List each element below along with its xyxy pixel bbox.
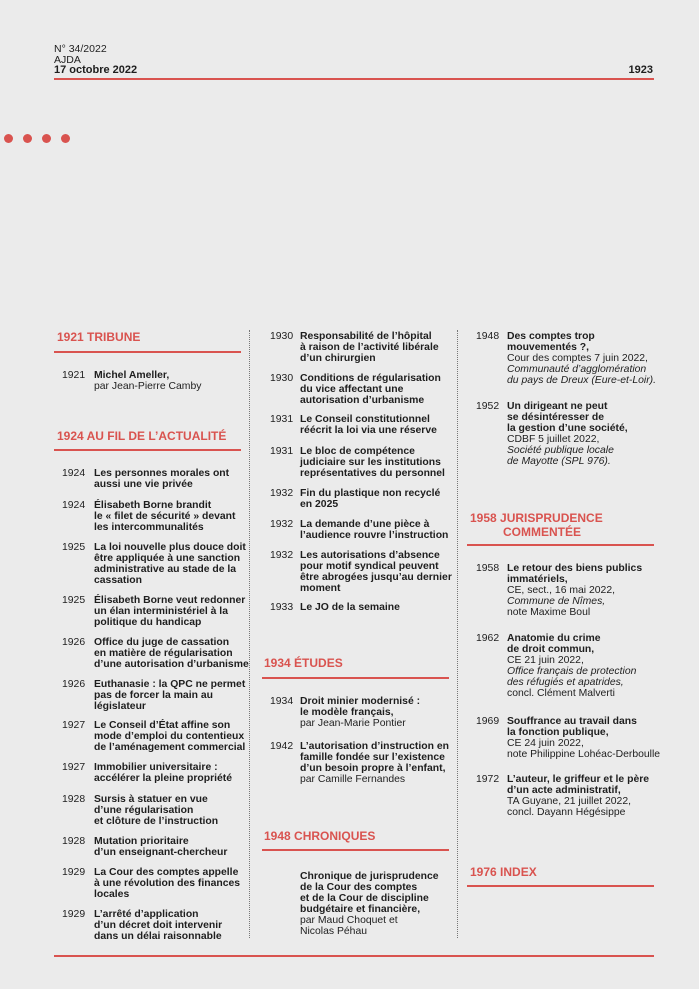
section-title-line: COMMENTÉE (503, 525, 581, 539)
entry-title-line: Le JO de la semaine (300, 602, 400, 613)
entry-title-line: mode d’emploi du contentieux (94, 731, 245, 742)
entry-page-number: 1969 (476, 716, 500, 727)
section-title-actualite: 1924 AU FIL DE L’ACTUALITÉ (57, 429, 227, 443)
entry-page-number: 1933 (270, 602, 294, 613)
entry-page-number: 1925 (62, 542, 86, 553)
entry-title-line: L’auteur, le griffeur et le père (507, 774, 650, 785)
entry-detail-line: TA Guyane, 21 juillet 2022, (507, 796, 631, 807)
issue-date: 17 octobre 2022 (54, 64, 138, 76)
entry-title-line: du vice affectant une (300, 384, 404, 395)
entry-page-number: 1921 (62, 370, 86, 381)
entry-title-line: représentatives du personnel (300, 468, 445, 479)
entry-title-line: un élan interministériel à la (94, 606, 228, 617)
header-rule (54, 78, 654, 80)
entry-detail-line: de Mayotte (SPL 976). (507, 456, 611, 467)
page-number: 1923 (628, 64, 653, 76)
entry-title-line: être abrogées jusqu’au dernier (300, 572, 452, 583)
entry-title-line: Responsabilité de l’hôpital (300, 331, 432, 342)
section-rule (467, 885, 654, 887)
entry-page-number: 1932 (270, 519, 294, 530)
entry-page-number: 1962 (476, 633, 500, 644)
entry-title-line: d’un chirurgien (300, 353, 376, 364)
entry-title-line: judiciaire sur les institutions (300, 457, 441, 468)
entry-title-line: réécrit la loi via une réserve (300, 425, 437, 436)
entry-page-number: 1929 (62, 909, 86, 920)
entry-title-line: autorisation d’urbanisme (300, 395, 425, 406)
entry-title-line: d’un acte administratif, (507, 785, 621, 796)
entry-title-line: Souffrance au travail dans (507, 716, 637, 727)
entry-title-line: de l’aménagement commercial (94, 742, 246, 753)
entry-detail-line: Nicolas Péhau (300, 926, 368, 937)
entry-title-line: mouvementés ?, (507, 342, 589, 353)
entry-title-line: Sursis à statuer en vue (94, 794, 208, 805)
entry-page-number: 1958 (476, 563, 500, 574)
section-title-jurisprudence (470, 511, 603, 539)
issue-number: N° 34/2022 (54, 43, 107, 55)
entry-title-line: Anatomie du crime (507, 633, 601, 644)
entry-title-line: administrative au stade de la (94, 564, 237, 575)
entry-detail-line: par Maud Choquet et (300, 915, 398, 926)
entry-detail-line: Commune de Nîmes, (507, 596, 606, 607)
entry-page-number: 1942 (270, 741, 294, 752)
entry-title-line: d’un besoin propre à l’enfant, (300, 763, 446, 774)
entry-page-number: 1931 (270, 414, 294, 425)
entry-title-line: la gestion d’une société, (507, 423, 628, 434)
entry-title-line: Conditions de régularisation (300, 373, 441, 384)
entry-title-line: Le Conseil constitutionnel (300, 414, 430, 425)
entry-page-number: 1930 (270, 331, 294, 342)
entry-title-line: La loi nouvelle plus douce doit (94, 542, 246, 553)
entry-title-line: L’autorisation d’instruction en (300, 741, 449, 752)
entry-title-line: dans un délai raisonnable (94, 931, 222, 942)
entry-page-number: 1928 (62, 794, 86, 805)
entry-page-number: 1931 (270, 446, 294, 457)
entry-title-line: La Cour des comptes appelle (94, 867, 239, 878)
entry-detail-line: CE, sect., 16 mai 2022, (507, 585, 616, 596)
entry-title-line: se désintéresser de (507, 412, 605, 423)
entry-title-line: pour motif syndical peuvent (300, 561, 439, 572)
entry-title-line: Le bloc de compétence (300, 446, 415, 457)
section-rule (262, 849, 449, 851)
entry-title-line: Fin du plastique non recyclé (300, 488, 441, 499)
entry-title-line: budgétaire et financière, (300, 904, 421, 915)
entry-detail-line: CE 21 juin 2022, (507, 655, 584, 666)
dot-icon (42, 134, 51, 143)
section-rule (54, 449, 241, 451)
entry-title-line: de droit commun, (507, 644, 595, 655)
entry-title-line: d’un décret doit intervenir (94, 920, 223, 931)
entry-page-number: 1927 (62, 762, 86, 773)
entry-page-number: 1934 (270, 696, 294, 707)
entry-title-line: Les personnes morales ont (94, 468, 230, 479)
entry-title-line: L’arrêté d’application (94, 909, 199, 920)
entry-page-number: 1929 (62, 867, 86, 878)
entry-title-line: d’un enseignant-chercheur (94, 847, 228, 858)
entry-title-line: Office du juge de cassation (94, 637, 230, 648)
journal-name: AJDA (54, 54, 81, 66)
entry-title-line: Le Conseil d’État affine son (94, 720, 231, 731)
entry-title-line: La demande d’une pièce à (300, 519, 430, 530)
entry-title-line: être appliquée à une sanction (94, 553, 241, 564)
dot-icon (61, 134, 70, 143)
entry-detail-line: Cour des comptes 7 juin 2022, (507, 353, 648, 364)
entry-title-line: accélérer la pleine propriété (94, 773, 233, 784)
entry-detail-line: par Jean-Marie Pontier (300, 718, 406, 729)
entry-title-line: aussi une vie privée (94, 479, 193, 490)
entry-detail-line: CDBF 5 juillet 2022, (507, 434, 600, 445)
entry-title-line: de la Cour des comptes (300, 882, 418, 893)
entry-title-line: Chronique de jurisprudence (300, 871, 439, 882)
entry-detail-line: par Jean-Pierre Camby (94, 381, 202, 392)
entry-title-line: Des comptes trop (507, 331, 595, 342)
entry-page-number: 1924 (62, 468, 86, 479)
entry-detail-line: Société publique locale (507, 445, 614, 456)
entry-detail-line: CE 24 juin 2022, (507, 738, 584, 749)
entry-title-line: Mutation prioritaire (94, 836, 189, 847)
entry-detail-line: du pays de Dreux (Eure-et-Loir). (507, 375, 656, 386)
entry-title-line: le « filet de sécurité » devant (94, 511, 236, 522)
entry-detail-line: Office français de protection (507, 666, 637, 677)
entry-title-line: à une révolution des finances (94, 878, 241, 889)
entry-page-number: 1928 (62, 836, 86, 847)
entry-title-line: d’une autorisation d’urbanisme (94, 659, 249, 670)
footer-rule (54, 955, 654, 957)
entry-title-line: moment (300, 583, 341, 594)
entry-detail-line: note Maxime Boul (507, 607, 591, 618)
entry-title-line: à raison de l’activité libérale (300, 342, 439, 353)
entry-title-line: Élisabeth Borne brandit (94, 500, 212, 511)
dot-icon (23, 134, 32, 143)
entry-title-line: politique du handicap (94, 617, 202, 628)
entry-detail-line: note Philippine Lohéac-Derboulle (507, 749, 661, 760)
entry-page-number: 1927 (62, 720, 86, 731)
entry-title-line: Droit minier modernisé : (300, 696, 421, 707)
entry-title-line: Euthanasie : la QPC ne permet (94, 679, 246, 690)
entry-page-number: 1924 (62, 500, 86, 511)
entry-page-number: 1930 (270, 373, 294, 384)
entry-detail-line: concl. Dayann Hégésippe (507, 807, 626, 818)
entry-title-line: immatériels, (507, 574, 568, 585)
entry-title-line: pas de forcer la main au (94, 690, 213, 701)
entry-title-line: et de la Cour de discipline (300, 893, 429, 904)
entry-title-line: locales (94, 889, 130, 900)
entry-title-line: Les autorisations d’absence (300, 550, 440, 561)
entry-page-number: 1926 (62, 637, 86, 648)
entry-page-number: 1925 (62, 595, 86, 606)
entry-title-line: les intercommunalités (94, 522, 204, 533)
entry-title-line: Immobilier universitaire : (94, 762, 218, 773)
entry-title-line: famille fondée sur l’existence (300, 752, 445, 763)
section-rule (54, 351, 241, 353)
decorative-dots (4, 134, 70, 143)
entry-page-number: 1972 (476, 774, 500, 785)
section-title-tribune: 1921 TRIBUNE (57, 330, 141, 344)
entry-title-line: Élisabeth Borne veut redonner (94, 595, 246, 606)
entry-title-line: Un dirigeant ne peut (507, 401, 608, 412)
entry-detail-line: Communauté d’agglomération (507, 364, 647, 375)
entry-title-line: la fonction publique, (507, 727, 609, 738)
dot-icon (4, 134, 13, 143)
section-title-line: 1958 JURISPRUDENCE (470, 511, 603, 525)
entry-page-number: 1932 (270, 550, 294, 561)
section-title-etudes: 1934 ÉTUDES (264, 656, 343, 670)
entry-page-number: 1932 (270, 488, 294, 499)
entry-title-line: Le retour des biens publics (507, 563, 643, 574)
entry-title-line: l’audience rouvre l’instruction (300, 530, 449, 541)
entry-detail-line: par Camille Fernandes (300, 774, 406, 785)
section-title-chroniques: 1948 CHRONIQUES (264, 829, 376, 843)
section-rule (467, 544, 654, 546)
entry-title-line: législateur (94, 701, 146, 712)
section-rule (262, 677, 449, 679)
entry-page-number: 1926 (62, 679, 86, 690)
entry-title-line: cassation (94, 575, 142, 586)
entry-page-number: 1952 (476, 401, 500, 412)
entry-title-line: le modèle français, (300, 707, 394, 718)
entry-title-line: d’une régularisation (94, 805, 194, 816)
entry-detail-line: concl. Clément Malverti (507, 688, 615, 699)
entry-title-line: Michel Ameller, (94, 370, 170, 381)
entry-title-line: et clôture de l’instruction (94, 816, 219, 827)
section-title-index: 1976 INDEX (470, 865, 537, 879)
entry-page-number: 1948 (476, 331, 500, 342)
entry-title-line: en matière de régularisation (94, 648, 233, 659)
entry-detail-line: des réfugiés et apatrides, (507, 677, 624, 688)
entry-title-line: en 2025 (300, 499, 339, 510)
